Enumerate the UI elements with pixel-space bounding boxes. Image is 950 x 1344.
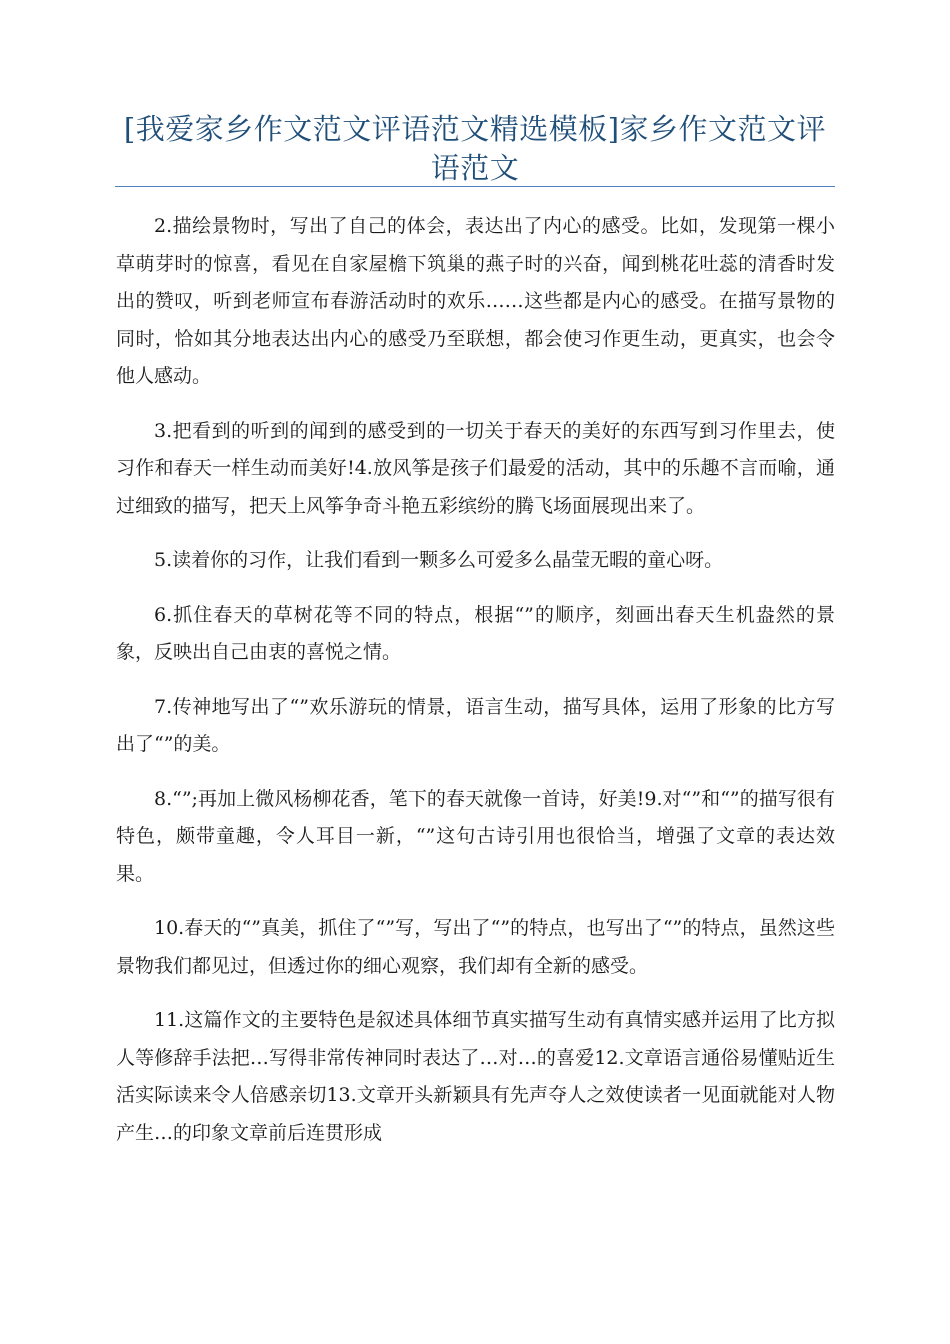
paragraph-8: 8.“”;再加上微风杨柳花香，笔下的春天就像一首诗，好美!9.对“”和“”的描写很有特色，颇带童趣，令人耳目一新，“”这句古诗引用也很恰当，增强了文章的表达效果。 [116,787,835,885]
paragraph-3: 3.把看到的听到的闻到的感受到的一切关于春天的美好的东西写到习作里去，使习作和春天一样生动而美好!4.放风筝是孩子们最爱的活动，其中的乐趣不言而喻，通过细致的描写，把天上风筝争奇斗艳五彩缤纷的腾飞场面展现出来了。 [116,419,835,517]
paragraph-7: 7.传神地写出了“”欢乐游玩的情景，语言生动，描写具体，运用了形象的比方写出了“”的美。 [116,695,835,755]
paragraph-11: 11.这篇作文的主要特色是叙述具体细节真实描写生动有真情实感并运用了比方拟人等修辞手法把…写得非常传神同时表达了…对…的喜爱12.文章语言通俗易懂贴近生活实际读来令人倍感亲切13.文章开头新颖具有先声夺人之效使读者一见面就能对人物产生…的印象文章前后连贯形成 [116,1009,835,1144]
paragraph-10: 10.春天的“”真美，抓住了“”写，写出了“”的特点，也写出了“”的特点，虽然这些景物我们都见过，但透过你的细心观察，我们却有全新的感受。 [116,917,835,977]
page-title: [我爱家乡作文范文评语范文精选模板]家乡作文范文评语范文 [123,112,827,185]
paragraph-2: 2.描绘景物时，写出了自己的体会，表达出了内心的感受。比如，发现第一棵小草萌芽时的惊喜，看见在自家屋檐下筑巢的燕子时的兴奋，闻到桃花吐蕊的清香时发出的赞叹，听到老师宣布春游活动时的欢乐……这些都是内心的感受。在描写景物的同时，恰如其分地表达出内心的感受乃至联想，都会使习作更生动，更真实，也会令他人感动。 [116,215,835,387]
paragraph-6: 6.抓住春天的草树花等不同的特点，根据“”的顺序，刻画出春天生机盎然的景象，反映出自己由衷的喜悦之情。 [116,603,835,663]
document-body [116,208,835,1169]
title-divider [115,186,835,187]
title-block [115,110,835,188]
paragraph-5: 5.读着你的习作，让我们看到一颗多么可爱多么晶莹无暇的童心呀。 [154,549,724,571]
